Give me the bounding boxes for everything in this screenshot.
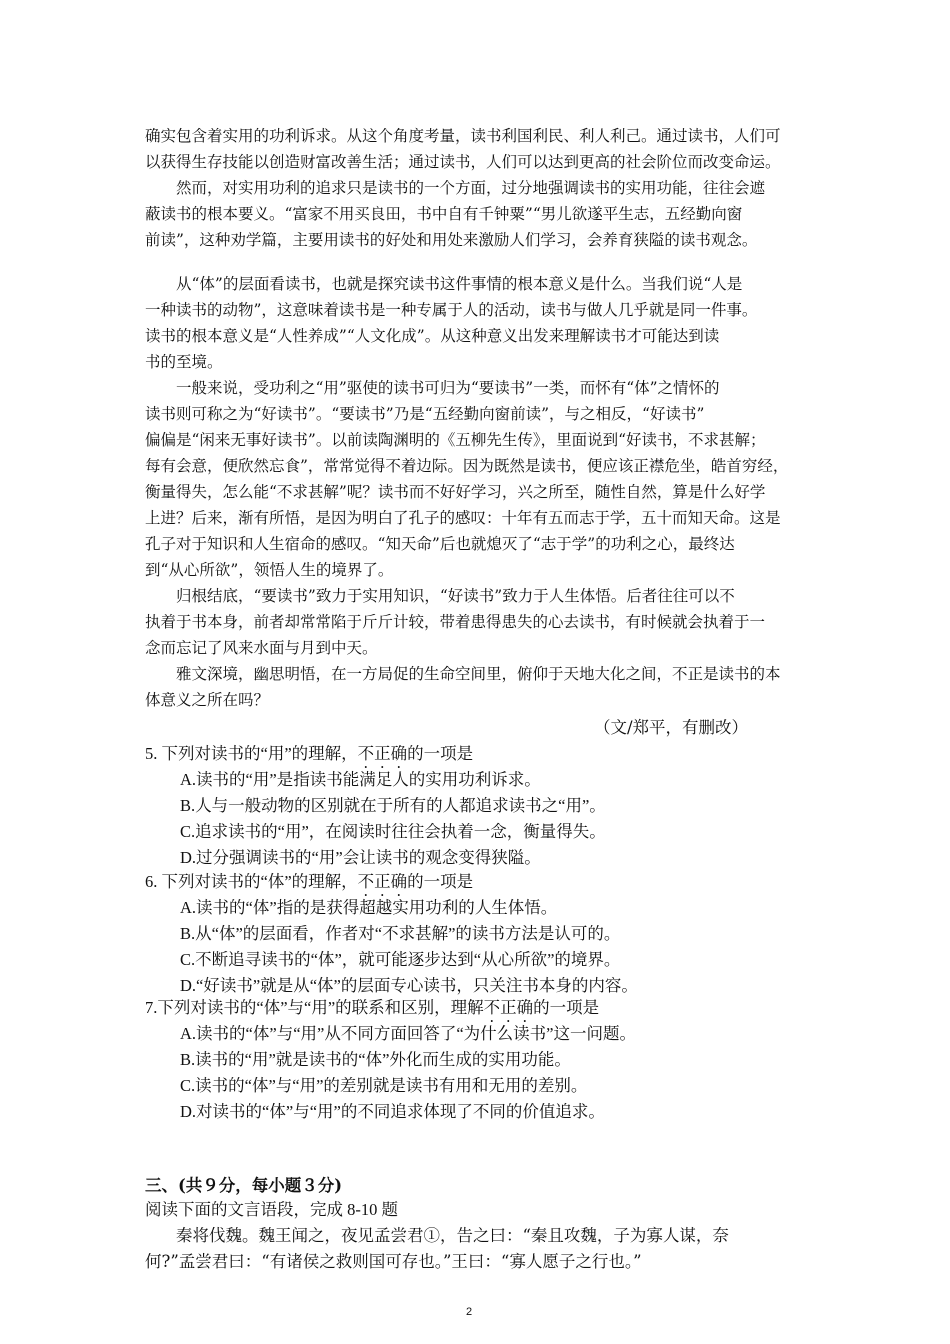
passage-line: 确实包含着实用的功利诉求。从这个角度考量，读书利国利民、利人利己。通过读书，人们可 xyxy=(145,127,781,145)
option-d: D.对读书的“体”与“用”的不同追求体现了不同的价值追求。 xyxy=(180,1102,605,1121)
option-a: A.读书的“用”是指读书能满足人的实用功利诉求。 xyxy=(180,770,541,789)
option-c: C.追求读书的“用”，在阅读时往往会执着一念，衡量得失。 xyxy=(180,822,606,841)
stem-text: 的一项是 xyxy=(407,872,474,891)
option-c: C.不断追寻读书的“体”，就可能逐步达到“从心所欲”的境界。 xyxy=(180,950,621,969)
passage-line: 念而忘记了风来水面与月到中天。 xyxy=(145,639,378,657)
emphasis-text: 不正确 xyxy=(357,872,408,891)
passage-line: 然而，对实用功利的追求只是读书的一个方面，过分地强调读书的实用功能，往往会遮 xyxy=(176,179,766,197)
option-d: D.“好读书”就是从“体”的层面专心读书，只关注书本身的内容。 xyxy=(180,976,638,995)
passage-line: 偏偏是“闲来无事好读书”。以前读陶渊明的《五柳先生传》，里面说到“好读书，不求甚解； xyxy=(145,431,766,449)
emphasis-text: 不正确 xyxy=(483,998,534,1017)
passage-source: （文/郑平，有删改） xyxy=(594,718,749,737)
option-a: A.读书的“体”指的是获得超越实用功利的人生体悟。 xyxy=(180,898,558,917)
stem-text: 6. 下列对读书的“体”的理解， xyxy=(145,872,358,891)
question-stem xyxy=(145,744,473,772)
passage-line: 雅文深境，幽思明悟，在一方局促的生命空间里，俯仰于天地大化之间，不正是读书的本 xyxy=(176,665,781,683)
option-d: D.过分强调读书的“用”会让读书的观念变得狭隘。 xyxy=(180,848,541,867)
emphasis-text: 不正确 xyxy=(357,744,408,763)
passage-line: 上进？后来，渐有所悟，是因为明白了孔子的感叹：十年有五而志于学，五十而知天命。这是 xyxy=(145,509,781,527)
option-c: C.读书的“体”与“用”的差别就是读书有用和无用的差别。 xyxy=(180,1076,588,1095)
page-number: 2 xyxy=(466,1306,473,1318)
passage-line: 执着于书本身，前者却常常陷于斤斤计较，带着患得患失的心去读书，有时候就会执着于一 xyxy=(145,613,766,631)
passage-line: 到“从心所欲”，领悟人生的境界了。 xyxy=(145,561,394,579)
classical-text-line: 秦将伐魏。魏王闻之，夜见孟尝君①，告之曰：“秦且攻魏，子为寡人谋，奈 xyxy=(176,1226,729,1245)
passage-line: 蔽读书的根本要义。“富家不用买良田，书中自有千钟粟”“男儿欲遂平生志，五经勤向窗 xyxy=(145,205,743,223)
question-stem xyxy=(145,998,599,1026)
section-heading: 三、(共９分，每小题３分) xyxy=(145,1176,343,1195)
passage-line: 读书的根本意义是“人性养成”“人文化成”。从这种意义出发来理解读书才可能达到读 xyxy=(145,327,720,345)
option-a: A.读书的“体”与“用”从不同方面回答了“为什么读书”这一问题。 xyxy=(180,1024,636,1043)
passage-line: 前读”，这种劝学篇，主要用读书的好处和用处来激励人们学习，会养育狭隘的读书观念。 xyxy=(145,231,758,249)
classical-text-line: 何?”孟尝君曰：“有诸侯之救则国可存也。”王曰：“寡人愿子之行也。” xyxy=(145,1252,642,1271)
stem-text: 7.下列对读书的“体”与“用”的联系和区别，理解 xyxy=(145,998,484,1017)
passage-line: 从“体”的层面看读书，也就是探究读书这件事情的根本意义是什么。当我们说“人是 xyxy=(176,275,743,293)
section-instruction: 阅读下面的文言语段，完成 8-10 题 xyxy=(145,1200,398,1219)
option-b: B.人与一般动物的区别就在于所有的人都追求读书之“用”。 xyxy=(180,796,606,815)
option-b: B.从“体”的层面看，作者对“不求甚解”的读书方法是认可的。 xyxy=(180,924,621,943)
passage-line: 每有会意，便欣然忘食”，常常觉得不着边际。因为既然是读书，便应该正襟危坐，皓首穷经， xyxy=(145,457,789,475)
passage-line: 体意义之所在吗？ xyxy=(145,691,270,709)
passage-line: 孔子对于知识和人生宿命的感叹。“知天命”后也就熄灭了“志于学”的功利之心，最终达 xyxy=(145,535,735,553)
option-b: B.读书的“用”就是读书的“体”外化而生成的实用功能。 xyxy=(180,1050,571,1069)
passage-line: 衡量得失，怎么能“不求甚解”呢？读书而不好好学习，兴之所至，随性自然，算是什么好学 xyxy=(145,483,766,501)
stem-text: 5. 下列对读书的“用”的理解， xyxy=(145,744,358,763)
passage-line: 以获得生存技能以创造财富改善生活；通过读书，人们可以达到更高的社会阶位而改变命运。 xyxy=(145,153,781,171)
passage-line: 书的至境。 xyxy=(145,353,223,371)
passage-line: 一种读书的动物”，这意味着读书是一种专属于人的活动，读书与做人几乎就是同一件事。 xyxy=(145,301,758,319)
passage-line: 一般来说，受功利之“用”驱使的读书可归为“要读书”一类，而怀有“体”之情怀的 xyxy=(176,379,720,397)
passage-line: 读书则可称之为“好读书”。“要读书”乃是“五经勤向窗前读”，与之相反，“好读书” xyxy=(145,405,705,423)
stem-text: 的一项是 xyxy=(407,744,474,763)
passage-line: 归根结底，“要读书”致力于实用知识，“好读书”致力于人生体悟。后者往往可以不 xyxy=(176,587,735,605)
question-stem xyxy=(145,872,473,900)
stem-text: 的一项是 xyxy=(533,998,600,1017)
